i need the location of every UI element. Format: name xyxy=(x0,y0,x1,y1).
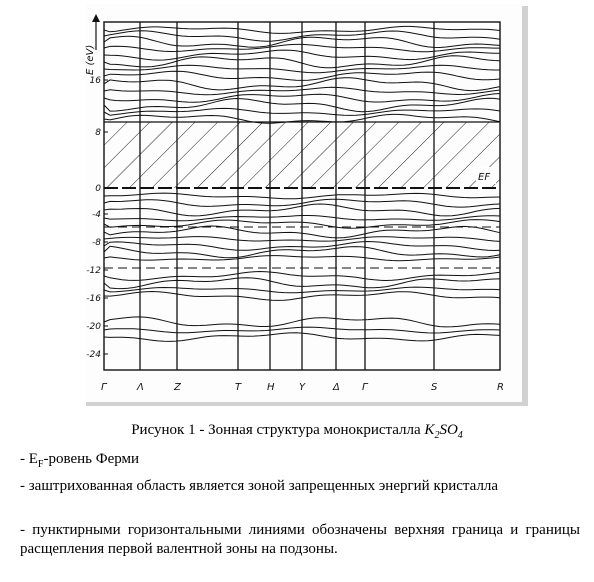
y-tick-label: -16 xyxy=(86,294,101,304)
k-point-label: Z xyxy=(174,382,181,393)
y-tick-label: -20 xyxy=(86,322,101,332)
k-point-label: Г xyxy=(362,382,368,393)
k-point-label: T xyxy=(235,382,242,393)
y-tick-label: -12 xyxy=(86,266,101,276)
y-tick-label: 0 xyxy=(95,184,101,194)
y-tick-label: -4 xyxy=(92,210,101,220)
k-point-label: Г xyxy=(101,382,107,393)
y-tick-label: 16 xyxy=(89,76,101,86)
note-fermi-level: - $E_F$-ровень Ферми xyxy=(20,451,140,470)
k-point-label: H xyxy=(267,382,275,393)
k-point-label: Λ xyxy=(137,382,144,393)
svg-text:EF xyxy=(478,172,490,183)
figure-caption xyxy=(0,422,594,441)
caption-text: Рисунок 1 - Зонная структура монокристалла xyxy=(131,422,421,438)
k-point-label: Y xyxy=(299,382,306,393)
note-dashed-lines: - пунктирными горизонтальными линиями обозначены верхняя граница и границы расщепления первой валентной зоны на подзоны. xyxy=(20,522,580,557)
note-hatched-region: - заштрихованная область является зоной запрещенных энергий кристалла xyxy=(20,478,499,494)
y-tick-label: -24 xyxy=(86,350,101,360)
k-point-label: R xyxy=(497,382,504,393)
y-axis-label: E (eV) xyxy=(85,44,96,75)
y-tick-label: -8 xyxy=(92,238,101,248)
y-tick-label: 8 xyxy=(95,128,101,138)
fermi-label: EF xyxy=(478,172,491,183)
k-point-label: Δ xyxy=(333,382,340,393)
k-point-label: S xyxy=(431,382,438,393)
caption-formula: $K_2SO_4$ xyxy=(424,422,463,441)
